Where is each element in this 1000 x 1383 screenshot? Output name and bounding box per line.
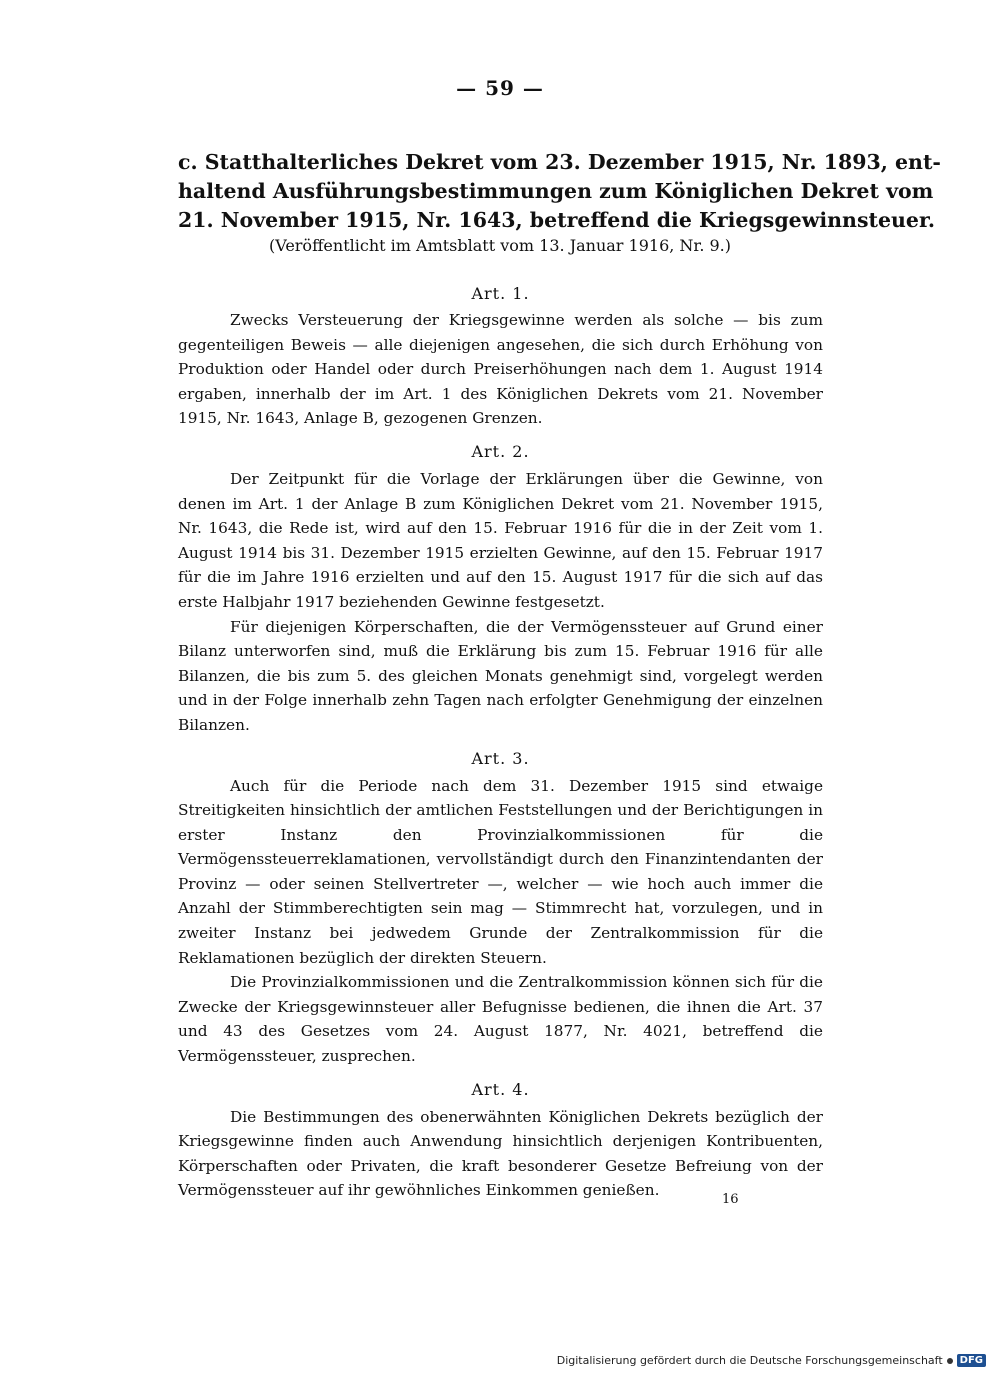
digitization-credit: Digitalisierung gefördert durch die Deutsche Forschungsgemeinschaft [556,1354,943,1367]
decree-body [178,280,823,1203]
article-heading: Art. 3. [471,748,530,768]
title-line: 21. November 1915, Nr. 1643, betreffend die Kriegsgewinnsteuer. [178,208,935,232]
title-line: c. Statthalterliches Dekret vom 23. Dezember 1915, Nr. 1893, ent- [178,150,941,174]
article-paragraph: Auch für die Periode nach dem 31. Dezember 1915 sind etwaige Streitigkeiten hinsichtlich der amtlichen Feststellungen und der Berichtigungen in erster Instanz den Provinzialkommissionen für die Vermögenssteuerreklamationen, vervollständigt durch den Finanzintendanten der Provinz — oder seinen Stellvertreter —, welcher — wie hoch auch immer die Anzahl der Stimmberechtigten sein mag — Stimmrecht hat, vorzulegen, und in zweiter Instanz bei jedwedem Grunde der Zentralkommission für die Reklamationen bezüglich der direkten Steuern. [178,776,823,967]
article-paragraph: Zwecks Versteuerung der Kriegsgewinne werden als solche — bis zum gegenteiligen Beweis — alle diejenigen angesehen, die sich durch Erhöhung von Produktion oder Handel oder durch Preiserhöhungen nach dem 1. August 1914 ergaben, innerhalb der im Art. 1 des Königlichen Dekrets vom 21. November 1915, Nr. 1643, Anlage B, gezogenen Grenzen. [178,311,823,428]
page-number: — 59 — [456,76,544,100]
article-paragraph: Die Bestimmungen des obenerwähnten Königlichen Dekrets bezüglich der Kriegsgewinne finden auch Anwendung hinsichtlich derjenigen Kontribuenten, Körperschaften oder Privaten, die kraft besonderer Gesetze Befreiung von der Vermögenssteuer auf ihr gewöhnliches Einkommen genießen. [178,1107,823,1200]
decree-title [178,148,941,235]
article-heading: Art. 2. [471,441,530,461]
article-paragraph: Für diejenigen Körperschaften, die der Vermögenssteuer auf Grund einer Bilanz unterworfen sind, muß die Erklärung bis zum 15. Februar 1916 für alle Bilanzen, die bis zum 5. des gleichen Monats genehmigt sind, vorgelegt werden und in der Folge innerhalb zehn Tagen nach erfolgter Genehmigung der einzelnen Bilanzen. [178,617,823,734]
title-line: haltend Ausführungsbestimmungen zum Königlichen Dekret vom [178,179,934,203]
bullet-icon [947,1358,953,1364]
article-heading: Art. 4. [471,1079,530,1099]
article-1 [178,280,823,431]
publication-note: (Veröffentlicht im Amtsblatt vom 13. Januar 1916, Nr. 9.) [268,236,731,255]
article-heading: Art. 1. [471,284,530,303]
article-paragraph: Die Provinzialkommissionen und die Zentralkommission können sich für die Zwecke der Kriegsgewinnsteuer aller Befugnisse bedienen, die ihnen die Art. 37 und 43 des Gesetzes vom 24. August 1877, Nr. 4021, betreffend die Vermögenssteuer, zusprechen. [178,973,823,1066]
signature-mark: 16 [722,1192,739,1207]
dfg-logo-icon: DFG [957,1354,986,1367]
article-paragraph: Der Zeitpunkt für die Vorlage der Erklärungen über die Gewinne, von denen im Art. 1 der Anlage B zum Königlichen Dekret vom 21. November 1915, Nr. 1643, die Rede ist, wird auf den 15. Februar 1916 für die in der Zeit vom 1. August 1914 bis 31. Dezember 1915 erzielten Gewinne, auf den 15. Februar 1917 für die im Jahre 1916 erzielten und auf den 15. August 1917 für die sich auf das erste Halbjahr 1917 beziehenden Gewinne festgesetzt. [178,469,823,611]
article-2 [178,437,823,738]
digitization-footer [557,1354,986,1367]
article-3 [178,744,823,1069]
article-4 [178,1075,823,1203]
